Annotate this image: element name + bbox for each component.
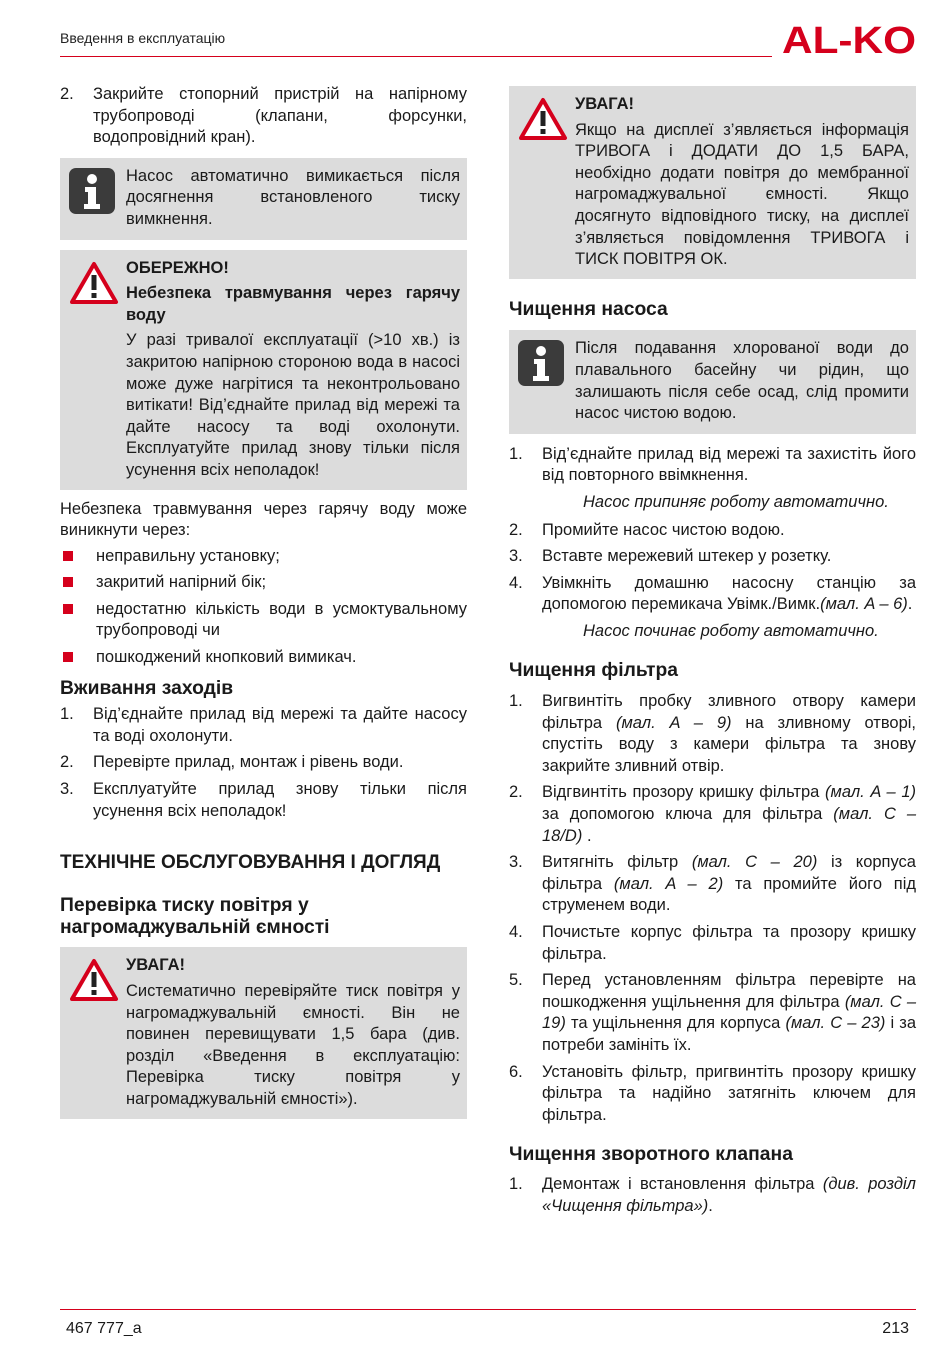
filter-heading: Чищення фільтра <box>509 660 679 682</box>
attention-title: УВАГА! <box>126 956 185 975</box>
valve-steps-list <box>509 1174 916 1217</box>
right-column <box>509 86 916 1222</box>
list-item: 2. Перевірте прилад, монтаж і рівень води. <box>60 753 404 772</box>
pump-cleaning-heading: Чищення насоса <box>509 298 668 320</box>
list-item: 4. Почистьте корпус фільтра та прозору кришку фільтра. <box>509 923 916 963</box>
pump-steps-list <box>509 444 916 487</box>
info-text: Після подавання хлорованої води до плавального басейну чи рідин, що залишають після себе осад, слід промити насос чистою водою. <box>575 339 909 423</box>
pump-steps-list <box>509 520 916 616</box>
header-rule <box>60 56 772 57</box>
pressure-heading: Перевірка тиску повітря у нагромаджувальній ємності <box>60 895 330 938</box>
caution-box <box>60 250 467 490</box>
list-item: 2. Промийте насос чистою водою. <box>509 520 785 539</box>
attention-text: Якщо на дисплеї з’являється інформація ТРИВОГА і ДОДАТИ ДО 1,5 БАРА, необхідно додати повітря до мембранної нагромаджувальної ємності. Якщо досягнуто відповідного тиску, на дисплеї з’являється повідомлення ТРИВОГА і ТИСК ПОВІТРЯ ОК. <box>575 120 909 269</box>
list-item: 1. Вигвинтіть пробку зливного отвору камери фільтра (мал. A – 9) на зливному отворі, спустіть воду з камери фільтра та знову закрийте зливний отвір. <box>509 692 917 775</box>
bullet-square-icon <box>63 551 73 561</box>
pump-note: Насос припиняє роботу автоматично. <box>583 492 889 511</box>
list-item: недостатню кількість води в усмоктувальному трубопроводі чи <box>60 599 467 642</box>
alko-logo <box>782 22 918 58</box>
list-item: 5. Перед установленням фільтра перевірте на пошкодження ущільнення для фільтра (мал. C – 19) та ущільнення для корпуса (мал. C – 23) і за потреби замініть їх. <box>509 971 916 1054</box>
list-item: 3. Вставте мережевий штекер у розетку. <box>509 547 832 566</box>
pump-note: Насос починає роботу автоматично. <box>583 621 879 640</box>
list-item: 2. Закрийте стопорний пристрій на напірному трубопроводі (клапани, форсунки, водопровідний кран). <box>60 85 467 147</box>
closing-step-list <box>60 84 467 149</box>
list-item: 3. Експлуатуйте прилад знову тільки після усунення всіх неполадок! <box>60 780 467 820</box>
attention-text: Систематично перевіряйте тиск повітря у нагромаджувальній ємності. Він не повинен перевищувати 1,5 бара (див. розділ «Введення в експлуатацію: Перевірка тиску повітря у нагромаджувальній ємності»). <box>126 982 460 1108</box>
valve-heading: Чищення зворотного клапана <box>509 1144 793 1166</box>
list-item: 1. Від’єднайте прилад від мережі та дайте насосу та воді охолонути. <box>60 705 467 745</box>
caution-title: ОБЕРЕЖНО! <box>126 258 229 277</box>
list-item: 1. Демонтаж і встановлення фільтра (див. розділ «Чищення фільтра»). <box>509 1174 916 1215</box>
warning-icon <box>518 97 568 141</box>
warning-icon <box>69 958 119 1002</box>
bullet-square-icon <box>63 604 73 614</box>
attention-box <box>509 86 916 279</box>
attention-title: УВАГА! <box>575 95 634 113</box>
measures-list <box>60 704 467 822</box>
attention-box <box>60 947 467 1118</box>
bullet-square-icon <box>63 577 73 587</box>
warning-icon <box>69 261 119 305</box>
header-title: Введення в експлуатацію <box>60 30 226 46</box>
doc-number: 467 777_a <box>66 1320 142 1337</box>
page-header <box>60 22 916 62</box>
info-box <box>60 158 467 240</box>
svg-text:AL-KO: AL-KO <box>782 22 916 58</box>
left-column <box>60 84 467 1119</box>
list-item: 1. Від’єднайте прилад від мережі та захистіть його від повторного ввімкнення. <box>509 444 916 485</box>
filter-steps-list <box>509 691 916 1126</box>
page-number: 213 <box>882 1320 909 1337</box>
info-text: Насос автоматично вимикається після досягнення встановленого тиску вимкнення. <box>126 166 460 228</box>
list-item: пошкоджений кнопковий вимикач. <box>60 647 467 669</box>
bullet-square-icon <box>63 652 73 662</box>
hazard-list <box>60 546 467 669</box>
list-item: 3. Витягніть фільтр (мал. C – 20) із корпуса фільтра (мал. A – 2) та промийте його під струменем води. <box>509 853 917 915</box>
info-box <box>509 330 916 433</box>
list-item: закритий напірний бік; <box>60 572 467 594</box>
measures-heading: Вживання заходів <box>60 677 234 699</box>
info-icon <box>518 340 564 386</box>
list-item: 2. Відгвинтіть прозору кришку фільтра (мал. A – 1) за допомогою ключа для фільтра (мал. C – 18/D) . <box>509 783 916 845</box>
list-item: 4. Увімкніть домашню насосну станцію за допомогою перемикача Увімк./Вимк.(мал. A – 6). <box>509 573 916 614</box>
caution-text: У разі тривалої експлуатації (>10 хв.) із закритою напірною стороною вода в насосі може дуже нагрітися та неконтрольовано витікати! Від’єднайте прилад від мережі та дайте насосу та воді охолонути. Експлуатуйте прилад знову тільки після усунення всіх неполадок! <box>126 331 460 479</box>
list-item: 6. Установіть фільтр, пригвинтіть прозору кришку фільтра та надійно затягніть ключем для фільтра. <box>509 1062 916 1124</box>
info-icon <box>69 168 115 214</box>
hazard-intro: Небезпека травмування через гарячу воду може виникнути через: <box>60 499 467 540</box>
maintenance-heading: ТЕХНІЧНЕ ОБСЛУГОВУВАННЯ І ДОГЛЯД <box>60 852 441 874</box>
footer-rule <box>60 1309 916 1310</box>
list-item: неправильну установку; <box>60 546 467 568</box>
caution-subtitle: Небезпека травмування через гарячу воду <box>126 284 460 324</box>
